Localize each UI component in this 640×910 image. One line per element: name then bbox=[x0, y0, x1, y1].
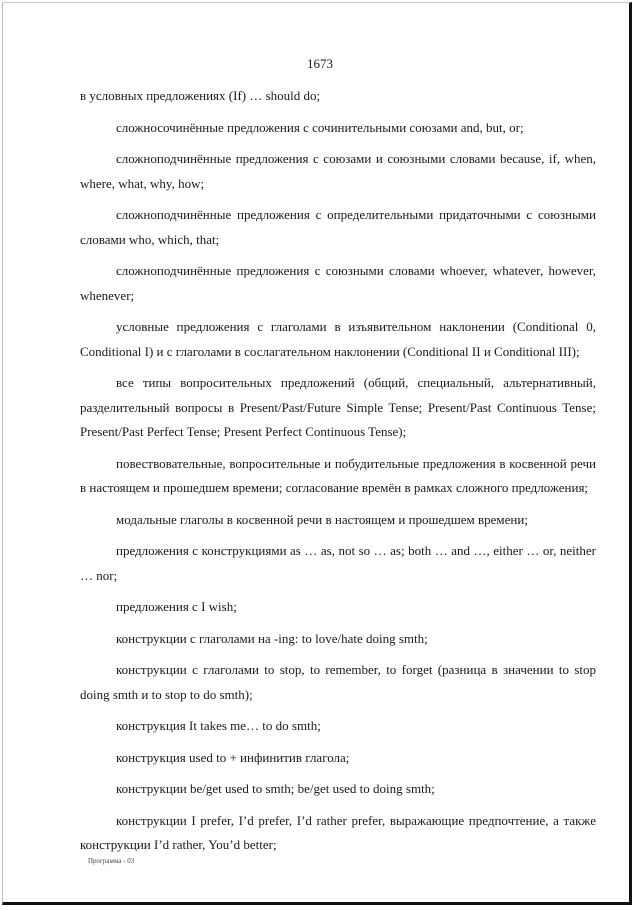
paragraph: сложноподчинённые предложения с определительными придаточными с союзными словами who, which, that; bbox=[80, 207, 596, 247]
paragraph: модальные глаголы в косвенной речи в настоящем и прошедшем времени; bbox=[116, 511, 528, 527]
paragraph: условные предложения с глаголами в изъявительном наклонении (Conditional 0, Conditional I) и с глаголами в сослагательном наклонении (Conditional II и Conditional III); bbox=[80, 319, 596, 359]
paragraph: конструкции I prefer, I’d prefer, I’d rather prefer, выражающие предпочтение, а также конструкции I’d rather, You’d better; bbox=[80, 812, 596, 852]
paragraph: сложноподчинённые предложения с союзами и союзными словами because, if, when, where, what, why, how; bbox=[80, 151, 596, 191]
paragraph: предложения с конструкциями as … as, not so … as; both … and …, either … or, neither … nor; bbox=[80, 543, 596, 583]
document-body bbox=[80, 84, 596, 865]
paragraph: конструкция used to + инфинитив глагола; bbox=[116, 749, 350, 765]
paragraph: сложносочинённые предложения с сочинительными союзами and, but, or; bbox=[116, 119, 524, 135]
paragraph: конструкции be/get used to smth; be/get used to doing smth; bbox=[116, 781, 435, 796]
page-number: 1673 bbox=[307, 56, 333, 71]
paragraph: в условных предложениях (If) … should do; bbox=[80, 88, 321, 103]
paragraph: сложноподчинённые предложения с союзными словами whoever, whatever, however, whenever; bbox=[80, 263, 596, 303]
paragraph: конструкция It takes me… to do smth; bbox=[116, 718, 321, 733]
paragraph: конструкции с глаголами to stop, to remember, to forget (разница в значении to stop doing smth и to stop to do smth); bbox=[80, 662, 596, 702]
paragraph: конструкции с глаголами на -ing: to love/hate doing smth; bbox=[116, 630, 428, 646]
footer-label: Программа - 03 bbox=[88, 857, 135, 865]
paragraph: предложения с I wish; bbox=[116, 599, 237, 614]
paragraph: повествовательные, вопросительные и побудительные предложения в косвенной речи в настоящем и прошедшем времени; согласование времён в рамках сложного предложения; bbox=[80, 455, 596, 495]
paragraph: все типы вопросительных предложений (общий, специальный, альтернативный, разделительный вопросы в Present/Past/Future Simple Tense; Present/Past Continuous Tense; Present/Past Perfect Tense; Present Perfect Continuous Tense); bbox=[80, 375, 596, 439]
